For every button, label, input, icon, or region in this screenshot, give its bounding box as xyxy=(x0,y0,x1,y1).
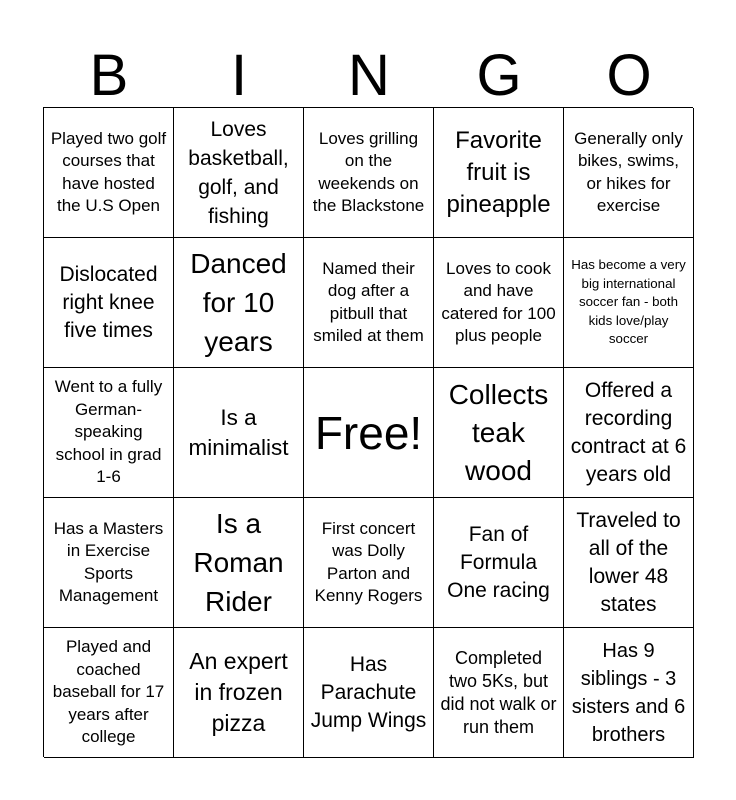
bingo-cell[interactable] xyxy=(174,498,304,628)
cell-text: Loves grilling on the weekends on the Blackstone xyxy=(312,128,425,215)
bingo-cell[interactable] xyxy=(434,628,564,758)
cell-text: Is a minimalist xyxy=(188,404,289,460)
bingo-cell[interactable] xyxy=(434,108,564,238)
bingo-cell[interactable] xyxy=(564,238,694,368)
cell-text: Has Parachute Jump Wings xyxy=(310,652,427,732)
bingo-cell[interactable] xyxy=(304,238,434,368)
bingo-cell[interactable] xyxy=(434,368,564,498)
bingo-cell[interactable] xyxy=(434,238,564,368)
header-letter-b: B xyxy=(89,43,129,108)
cell-text: First concert was Dolly Parton and Kenny Rogers xyxy=(314,518,423,605)
cell-text: Loves basketball, golf, and fishing xyxy=(188,117,289,228)
bingo-cell[interactable] xyxy=(44,498,174,628)
bingo-cell[interactable] xyxy=(564,108,694,238)
bingo-header xyxy=(44,44,694,108)
cell-text: Danced for 10 years xyxy=(190,248,287,357)
bingo-cell[interactable] xyxy=(174,368,304,498)
cell-text: Went to a fully German-speaking school in grad 1-6 xyxy=(54,377,163,487)
bingo-cell[interactable] xyxy=(174,108,304,238)
bingo-cell[interactable] xyxy=(44,108,174,238)
cell-text: Offered a recording contract at 6 years old xyxy=(570,378,687,486)
header-letter-n: N xyxy=(348,43,390,108)
cell-text: Traveled to all of the lower 48 states xyxy=(576,508,681,616)
cell-text: Played two golf courses that have hosted the U.S Open xyxy=(50,128,167,215)
cell-text: Favorite fruit is pineapple xyxy=(446,126,551,218)
bingo-cell[interactable] xyxy=(44,368,174,498)
bingo-cell[interactable] xyxy=(304,108,434,238)
cell-text: Is a Roman Rider xyxy=(193,508,284,617)
bingo-cell[interactable] xyxy=(174,628,304,758)
cell-text: Loves to cook and have catered for 100 plus people xyxy=(441,258,556,345)
cell-text: Named their dog after a pitbull that smiled at them xyxy=(313,258,424,345)
cell-text: Played and coached baseball for 17 years after college xyxy=(52,637,165,747)
header-letter-o: O xyxy=(606,43,652,108)
bingo-cell[interactable] xyxy=(44,628,174,758)
bingo-cell[interactable] xyxy=(434,498,564,628)
header-letter-i: I xyxy=(230,43,248,108)
bingo-cell[interactable] xyxy=(304,628,434,758)
header-letter-g: G xyxy=(476,43,522,108)
bingo-cell[interactable] xyxy=(564,498,694,628)
cell-text: Fan of Formula One racing xyxy=(447,522,550,602)
cell-text: Has 9 siblings - 3 sisters and 6 brothers xyxy=(571,639,686,746)
cell-text: Collects teak wood xyxy=(448,378,549,486)
bingo-cell[interactable] xyxy=(564,368,694,498)
cell-text: Generally only bikes, swims, or hikes for exercise xyxy=(574,128,683,215)
cell-text: Completed two 5Ks, but did not walk or run them xyxy=(440,647,557,737)
bingo-cell[interactable] xyxy=(44,238,174,368)
bingo-cell[interactable] xyxy=(304,498,434,628)
cell-text: Has become a very big international soccer fan - both kids love/play soccer xyxy=(571,257,686,347)
cell-text: An expert in frozen pizza xyxy=(189,648,288,736)
bingo-grid xyxy=(43,107,693,757)
cell-text: Dislocated right knee five times xyxy=(59,262,158,342)
bingo-cell[interactable] xyxy=(564,628,694,758)
free-space: Free! xyxy=(314,406,423,459)
bingo-cell[interactable] xyxy=(174,238,304,368)
cell-text: Has a Masters in Exercise Sports Management xyxy=(53,518,164,605)
bingo-cell[interactable] xyxy=(304,368,434,498)
